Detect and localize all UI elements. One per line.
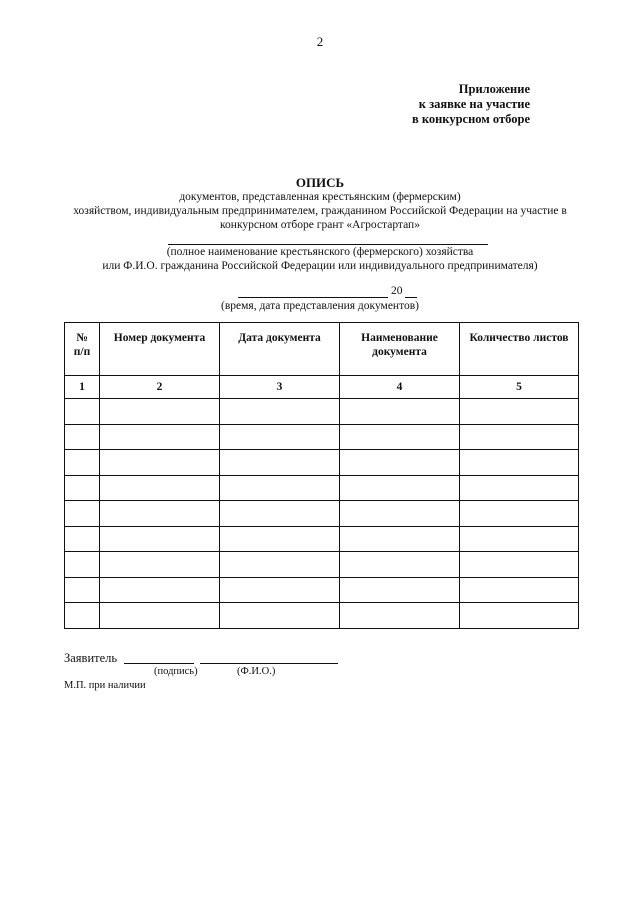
table-cell[interactable]: [100, 501, 220, 527]
table-row: [65, 424, 579, 450]
table-cell[interactable]: [65, 603, 100, 629]
subtitle-line-1: документов, представленная крестьянским (фермерским): [179, 191, 461, 203]
appendix-line-3: в конкурсном отборе: [411, 112, 530, 126]
table-cell[interactable]: [100, 424, 220, 450]
table-cell[interactable]: [460, 501, 579, 527]
table-row: [65, 552, 579, 578]
table-cell[interactable]: [340, 552, 460, 578]
table-cell[interactable]: [460, 450, 579, 476]
header-doc-name-line-2: документа: [372, 346, 427, 358]
table-cell[interactable]: [340, 603, 460, 629]
signature-hint: (подпись): [154, 666, 198, 677]
table-row: [65, 526, 579, 552]
table-cell[interactable]: [65, 424, 100, 450]
header-doc-name: [340, 323, 460, 376]
header-sheets: Количество листов: [460, 323, 579, 376]
table-cell[interactable]: [220, 501, 340, 527]
table-row: [65, 450, 579, 476]
table-cell[interactable]: [100, 577, 220, 603]
full-name-hint: (Ф.И.О.): [237, 666, 276, 677]
applicant-label: Заявитель: [64, 651, 118, 665]
column-number-row: [65, 376, 579, 399]
document-title: ОПИСЬ: [295, 175, 345, 190]
header-num-line-1: №: [76, 332, 88, 344]
date-hint: (время, дата представления документов): [221, 300, 419, 312]
column-number-5: 5: [460, 376, 579, 399]
table-cell[interactable]: [65, 552, 100, 578]
table-body: [65, 399, 579, 629]
stamp-note: М.П. при наличии: [64, 680, 146, 691]
date-year-prefix: 20: [391, 285, 403, 297]
table-cell[interactable]: [460, 526, 579, 552]
table-row: [65, 399, 579, 425]
name-hint-line-1: (полное наименование крестьянского (фермерского) хозяйства: [166, 246, 474, 258]
appendix-line-1: Приложение: [458, 82, 530, 96]
document-subtitle: [60, 190, 580, 232]
table-cell[interactable]: [460, 577, 579, 603]
table-cell[interactable]: [65, 399, 100, 425]
table-cell[interactable]: [100, 603, 220, 629]
table-cell[interactable]: [460, 475, 579, 501]
table-cell[interactable]: [340, 399, 460, 425]
table-cell[interactable]: [220, 552, 340, 578]
table-cell[interactable]: [340, 526, 460, 552]
table-cell[interactable]: [65, 577, 100, 603]
table-cell[interactable]: [100, 526, 220, 552]
table-cell[interactable]: [100, 475, 220, 501]
table-cell[interactable]: [460, 399, 579, 425]
column-number-1: 1: [65, 376, 100, 399]
header-doc-number: Номер документа: [100, 323, 220, 376]
full-name-field[interactable]: [200, 663, 338, 664]
signature-field[interactable]: [124, 663, 194, 664]
table-cell[interactable]: [340, 424, 460, 450]
table-cell[interactable]: [100, 450, 220, 476]
table-row: [65, 475, 579, 501]
appendix-line-2: к заявке на участие: [418, 97, 530, 111]
table-cell[interactable]: [460, 424, 579, 450]
table-cell[interactable]: [220, 526, 340, 552]
table-cell[interactable]: [460, 603, 579, 629]
page-number: 2: [316, 34, 324, 49]
table-row: [65, 603, 579, 629]
table-cell[interactable]: [460, 552, 579, 578]
header-num-line-2: п/п: [73, 346, 91, 358]
column-number-4: 4: [340, 376, 460, 399]
table-cell[interactable]: [340, 475, 460, 501]
appendix-note: [412, 82, 530, 127]
header-doc-name-line-1: Наименование: [361, 332, 438, 344]
column-number-3: 3: [220, 376, 340, 399]
column-number-2: 2: [100, 376, 220, 399]
documents-table: [64, 322, 579, 629]
table-cell[interactable]: [220, 603, 340, 629]
subtitle-line-2: хозяйством, индивидуальным предпринимателем, гражданином Российской Федерации на участие в: [73, 205, 567, 217]
table-cell[interactable]: [220, 577, 340, 603]
table-cell[interactable]: [65, 526, 100, 552]
table-cell[interactable]: [65, 475, 100, 501]
table-cell[interactable]: [220, 399, 340, 425]
table-row: [65, 501, 579, 527]
year-field[interactable]: [405, 297, 417, 298]
table-cell[interactable]: [65, 501, 100, 527]
table-cell[interactable]: [340, 577, 460, 603]
table-cell[interactable]: [100, 552, 220, 578]
table-cell[interactable]: [340, 501, 460, 527]
table-cell[interactable]: [220, 450, 340, 476]
table-header-row: [65, 323, 579, 376]
table-cell[interactable]: [220, 424, 340, 450]
table-row: [65, 577, 579, 603]
header-doc-date: Дата документа: [220, 323, 340, 376]
organisation-name-hint: [60, 245, 580, 273]
date-field[interactable]: [238, 297, 388, 298]
table-cell[interactable]: [65, 450, 100, 476]
header-num: [65, 323, 100, 376]
table-cell[interactable]: [100, 399, 220, 425]
table-cell[interactable]: [220, 475, 340, 501]
name-hint-line-2: или Ф.И.О. гражданина Российской Федерации или индивидуального предпринимателя): [102, 260, 538, 272]
subtitle-line-3: конкурсном отборе грант «Агростартап»: [220, 219, 420, 231]
table-cell[interactable]: [340, 450, 460, 476]
